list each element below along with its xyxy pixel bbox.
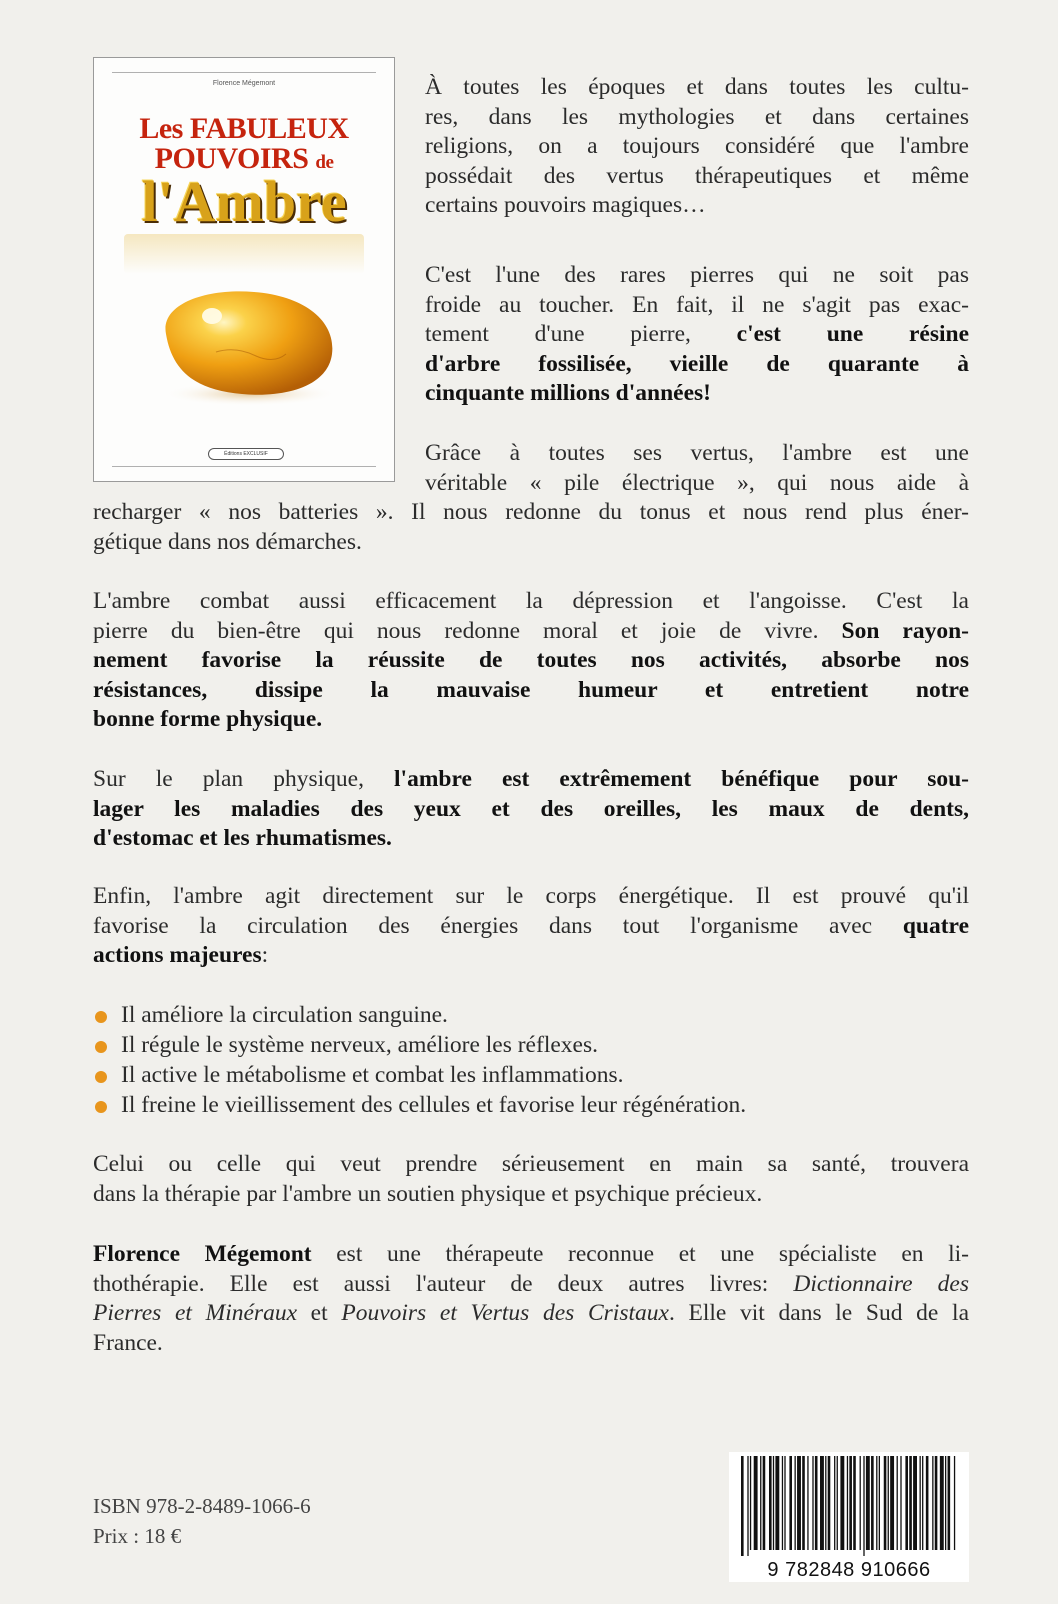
bold-line: nement favorise la réussite de toutes nos activités, absorbe nos: [93, 647, 969, 674]
bullet-dot-icon: [95, 1101, 107, 1113]
text-line: [93, 1270, 969, 1300]
barcode-bar: [954, 1456, 955, 1550]
book-cover-thumbnail: [93, 57, 395, 482]
barcode-bar: [760, 1456, 761, 1550]
list-item: [93, 1090, 963, 1120]
text-line: À toutes les époques et dans toutes les cultu-: [425, 74, 969, 100]
barcode-bar: [849, 1456, 852, 1550]
text-line: L'ambre combat aussi efficacement la dépression et l'angoisse. C'est la: [93, 588, 969, 614]
text-line: Grâce à toutes ses vertus, l'ambre est une: [425, 440, 969, 466]
cover-title-reflection: [124, 234, 364, 274]
barcode-bars: [741, 1456, 955, 1556]
barcode-bar: [909, 1456, 912, 1550]
text-segment: tement d'une pierre,: [425, 321, 737, 348]
bold-segment: c'est une résine: [736, 321, 970, 348]
barcode-bar: [769, 1456, 772, 1550]
bold-segment: actions majeures: [93, 942, 262, 969]
price-label: Prix : 18 €: [93, 1524, 182, 1548]
bullet-dot-icon: [95, 1041, 107, 1053]
paragraph-intro: [425, 73, 969, 221]
amber-stone-image: [146, 282, 342, 408]
text-segment: . Elle vit dans le Sud de la: [668, 1300, 969, 1327]
text-line: Enfin, l'ambre agit directement sur le corps énergétique. Il est prouvé qu'il: [93, 883, 969, 909]
barcode-bar: [932, 1456, 933, 1550]
barcode-bar: [913, 1456, 917, 1550]
text-segment: thothérapie. Elle est aussi l'auteur de deux autres livres:: [93, 1270, 794, 1297]
text-line: dans la thérapie par l'ambre un soutien physique et psychique précieux.: [93, 1180, 763, 1207]
cover-author: Florence Mégemont: [212, 80, 276, 87]
bold-line: lager les maladies des yeux et des oreilles, les maux de dents,: [93, 795, 969, 822]
barcode-bar: [920, 1456, 921, 1550]
text-segment: :: [261, 942, 269, 969]
barcode-bar: [807, 1456, 808, 1550]
text-line: gétique dans nos démarches.: [93, 528, 362, 555]
text-line: [93, 617, 969, 647]
cover-title-de: de: [315, 152, 334, 173]
isbn-block: [93, 1491, 311, 1551]
bullet-dot-icon: [95, 1071, 107, 1083]
barcode-bar: [763, 1456, 766, 1550]
list-item-text: Il freine le vieillissement des cellules et favorise leur régénération.: [121, 1092, 747, 1118]
text-line: véritable « pile électrique », qui nous aide à: [425, 469, 969, 496]
barcode-bar: [837, 1456, 838, 1550]
barcode-bar: [815, 1456, 818, 1550]
barcode-bar: [847, 1456, 848, 1550]
text-line: C'est l'une des rares pierres qui ne soit pas: [425, 262, 969, 288]
barcode-bar: [900, 1456, 901, 1550]
text-line: possédait des vertus thérapeutiques et même: [425, 162, 969, 189]
barcode-bar: [802, 1456, 805, 1550]
bullet-list: [93, 1000, 963, 1120]
text-line: [93, 912, 969, 942]
list-item-text: Il régule le système nerveux, améliore les réflexes.: [121, 1032, 598, 1058]
list-item: [93, 1030, 963, 1060]
text-line: religions, on a toujours considéré que l'ambre: [425, 133, 969, 160]
barcode-bar: [747, 1456, 748, 1556]
text-line: certains pouvoirs magiques…: [425, 192, 706, 219]
cover-publisher-logo: Éditions EXCLUSIF: [208, 448, 284, 460]
list-item-text: Il active le métabolisme et combat les inflammations.: [121, 1062, 624, 1088]
barcode-bar: [905, 1456, 908, 1550]
barcode-bar: [825, 1456, 826, 1550]
barcode-bar: [820, 1456, 824, 1550]
barcode-bar: [828, 1456, 831, 1550]
barcode-bar: [948, 1456, 951, 1550]
text-segment: pierre du bien-être qui nous redonne moral et joie de vivre.: [93, 617, 842, 644]
barcode-bar: [871, 1456, 874, 1550]
text-line: froide au toucher. En fait, il ne s'agit pas exac-: [425, 291, 969, 318]
paragraph-battery-bottom: [93, 498, 969, 557]
barcode-bar: [945, 1456, 946, 1550]
barcode-bar: [741, 1456, 744, 1556]
barcode-bar: [890, 1456, 894, 1550]
bold-line: d'arbre fossilisée, vieille de quarante à: [425, 350, 969, 377]
barcode-bar: [926, 1456, 929, 1550]
bold-segment: quatre: [902, 912, 969, 939]
barcode-bar: [834, 1456, 835, 1550]
barcode-bar: [860, 1456, 861, 1550]
barcode-bar: [812, 1456, 813, 1550]
cover-rule-bottom: [112, 466, 376, 467]
text-segment: est une thérapeute reconnue et une spécialiste en li-: [311, 1241, 970, 1267]
barcode-bar: [866, 1456, 870, 1550]
barcode-bar: [773, 1456, 774, 1550]
barcode-bar: [940, 1456, 944, 1550]
bold-line: bonne forme physique.: [93, 706, 323, 733]
isbn-number: ISBN 978-2-8489-1066-6: [93, 1494, 311, 1518]
cover-rule-top: [112, 72, 376, 73]
bold-segment: l'ambre est extrêmement bénéfique pour sou-: [394, 766, 969, 792]
barcode-bar: [775, 1456, 779, 1550]
text-line: recharger « nos batteries ». Il nous redonne du tonus et nous rend plus éner-: [93, 499, 969, 525]
bold-line: d'estomac et les rhumatismes.: [93, 825, 392, 852]
bold-segment: Son rayon-: [841, 617, 969, 644]
paragraph-resin: [425, 261, 969, 409]
barcode-bar: [754, 1456, 758, 1550]
paragraph-battery-top: [425, 439, 969, 498]
text-segment: et: [297, 1300, 342, 1327]
text-line: res, dans les mythologies et dans certaines: [425, 103, 969, 130]
barcode-bar: [897, 1456, 898, 1550]
text-segment: favorise la circulation des énergies dans tout l'organisme avec: [93, 912, 903, 939]
text-line: France.: [93, 1329, 163, 1356]
barcode-bar: [789, 1456, 792, 1550]
barcode: [729, 1452, 969, 1582]
barcode-bar: [922, 1456, 923, 1550]
barcode-bar: [935, 1456, 938, 1550]
text-line: [425, 320, 969, 350]
list-item: [93, 1000, 963, 1030]
bold-line: cinquante millions d'années!: [425, 380, 711, 407]
barcode-bar: [840, 1456, 844, 1550]
barcode-digits: 9 782848 910666: [767, 1559, 931, 1581]
barcode-bar: [782, 1456, 783, 1550]
text-line: Celui ou celle qui veut prendre sérieusement en main sa santé, trouvera: [93, 1151, 969, 1177]
text-line: [93, 1240, 969, 1270]
barcode-bar: [863, 1456, 864, 1556]
paragraph-depression: [93, 587, 969, 735]
text-line: [93, 941, 969, 971]
paragraph-physical: [93, 765, 969, 854]
bold-line: résistances, dissipe la mauvaise humeur et entretient notre: [93, 676, 969, 703]
bullet-dot-icon: [95, 1011, 107, 1023]
barcode-bar: [884, 1456, 887, 1550]
barcode-bar: [784, 1456, 785, 1550]
author-bio: [93, 1240, 969, 1358]
book-title-italic: Dictionnaire des: [793, 1270, 970, 1297]
cover-title-pouvoirs: POUVOIRS: [154, 142, 309, 175]
paragraph-energy: [93, 882, 969, 971]
text-line: [93, 1299, 969, 1329]
barcode-bar: [853, 1456, 856, 1550]
author-name: Florence Mégemont: [93, 1241, 312, 1267]
cover-title-ambre: l'Ambre: [141, 169, 347, 234]
cover-title-les: Les FABULEUX: [139, 112, 349, 145]
barcode-bar: [797, 1456, 801, 1550]
book-title-italic: Pierres et Minéraux: [93, 1300, 297, 1327]
barcode-bar: [750, 1456, 751, 1550]
barcode-bar: [888, 1456, 889, 1550]
barcode-bar: [879, 1456, 880, 1550]
text-segment: Sur le plan physique,: [93, 766, 395, 792]
book-title-italic: Pouvoirs et Vertus des Cristaux: [341, 1300, 669, 1327]
text-line: [93, 765, 969, 795]
barcode-bar: [795, 1456, 796, 1550]
list-item: [93, 1060, 963, 1090]
list-item-text: Il améliore la circulation sanguine.: [121, 1002, 448, 1028]
paragraph-conclusion: [93, 1150, 969, 1209]
barcode-bar: [876, 1456, 877, 1550]
